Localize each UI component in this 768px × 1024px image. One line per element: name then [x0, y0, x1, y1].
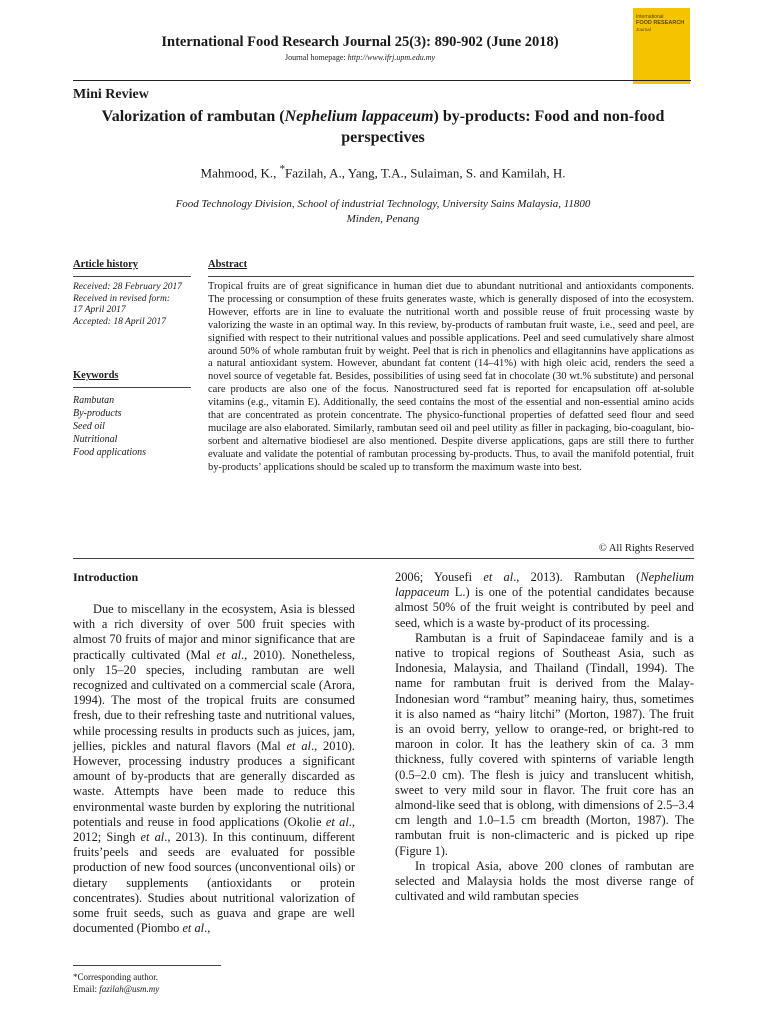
corresponding-author-note: *Corresponding author. [73, 972, 158, 982]
abstract-divider [208, 276, 694, 277]
keyword-item: Seed oil [73, 421, 105, 432]
logo-text-line3: Journal [636, 27, 651, 32]
body-paragraph: Due to miscellany in the ecosystem, Asia is blessed with a rich diversity of over 500 fruit species with almost 70 fruits of major and minor significance that are practically cultivated (Mal et al., 2010). Nonetheless, only 15–20 species, including rambutan are well recognized and cultivated on a commercial scale (Arora, 1994). The most of the tropical fruits are consumed fresh, due to their refreshing taste and nutritional values, while processing results in products such as juices, jam, jellies, pickles and natural flavors (Mal et al., 2010). However, processing industry produces a significant amount of by-products that are generally discarded as waste. Attempts have been made to reduce this environmental waste burden by exploring the nutritional potentials and reuse in food applications (Okolie et al., 2012; Singh et al., 2013). In this continuum, different fruits’peels and seeds are evaluated for possible production of new food sources (unconventional oils) or dietary supplements (antioxidants or protein concentrates). Studies about nutritional valorization of some fruit seeds, such as guava and grape are well documented (Piombo et al., [73, 602, 355, 936]
authors-rest: Fazilah, A., Yang, T.A., Sulaiman, S. and Kamilah, H. [285, 165, 566, 181]
email-line [73, 983, 159, 995]
keyword-item: Food applications [73, 447, 147, 458]
homepage-link[interactable]: http://www.ifrj.upm.edu.my [347, 53, 436, 62]
footnote [73, 971, 159, 995]
logo-text-line1: International [636, 14, 664, 20]
keyword-item: Rambutan [73, 395, 115, 406]
received-date: Received: 28 February 2017 [73, 282, 182, 292]
paper-title [73, 106, 693, 148]
accepted-date: Accepted: 18 April 2017 [73, 316, 166, 327]
keywords-divider [73, 387, 191, 388]
journal-logo [633, 8, 690, 84]
abstract-heading: Abstract [208, 259, 248, 270]
abstract-text: Tropical fruits are of great significance in human diet due to abundant nutritional and antioxidants components. The processing or consumption of these fruits generates waste, which is generally disposed of into the ecosystem. However, efforts are in line to evaluate the nutritional worth and possible reuse of fruit processing waste by valorizing the waste in an optimal way. In this review, by-products of rambutan fruit waste, i.e., seed and peel, are signified with respect to their nutritional values and possible applications. Peel and seed cumulatively share almost around 50% of whole rambutan fruit by weight. Peel that is rich in phenolics and ellagitannins have applications as a natural antioxidant system. However, abundant fat content (14–41%) with high oleic acid, renders the seed a novel source of vegetable fat. Besides, possibilities of using seed fat in chocolate (30 wt.% substitute) and personal care products are also one of the focus. Nanostructured seed fat is reported for encapsulation off at-soluble vitamins (e.g., vitamin E). Additionally, the seed contains the most of the essential and non-essential amino acids that are concentrated as protein concentrate. The physico-functional properties of defatted seed flour and seed mucilage are also elaborated. Similarly, rambutan seed oil and peel utility as filler in packaging, bio-coagulant, bio-sorbent and alternative biodiesel are also mentioned. Despite diverse applications, gaps are still there to further evaluate and validate the potential of rambutan processing by-products. Thus, to avail the manifold potential, fruit by-products’ applications should be scaled up to transform the maximum waste into best. [208, 281, 694, 473]
revised-date: 17 April 2017 [73, 305, 126, 316]
header-divider [73, 80, 691, 81]
journal-homepage [0, 53, 720, 62]
keywords-heading: Keywords [73, 370, 119, 381]
author-list [73, 163, 693, 181]
article-history [73, 282, 193, 328]
section-label: Mini Review [73, 87, 149, 102]
body-column-right [395, 570, 694, 904]
body-column-left [73, 602, 355, 936]
authors-first: Mahmood, K., [200, 165, 280, 181]
keyword-item: Nutritional [73, 434, 118, 445]
email-label: Email: [73, 984, 100, 994]
affiliation-line2: Minden, Penang [346, 213, 420, 225]
email-link[interactable]: fazilah@usm.my [99, 984, 160, 994]
corresponding-mark: * [279, 163, 286, 175]
journal-title: International Food Research Journal 25(3): 890-902 (June 2018) [161, 34, 559, 50]
body-paragraph: In tropical Asia, above 200 clones of rambutan are selected and Malaysia holds the most diverse range of cultivated and wild rambutan species [395, 858, 694, 904]
logo-text-line2: FOOD RESEARCH [636, 20, 685, 26]
revised-label: Received in revised form: [73, 293, 170, 304]
body-paragraph: Rambutan is a fruit of Sapindaceae family and is a native to tropical regions of Southeast Asia, such as Indonesia, Malaysia, and Thailand (Tindall, 1994). The name for rambutan fruit is derived from the Malay-Indonesian word “rambut” meaning hairy, thus, sometimes it is also named as “hairy litchi” (Morton, 1987). The fruit is an ovoid berry, yellow to orange-red, or bright-red to maroon in color. It has the leathery skin of ca. 3 mm thickness, fully covered with spinterns of variable length (0.5–2.0 cm). The flesh is juicy and translucent whitish, sweet to very mild sour in flavor. The fruit core has an almond-like seed that is oblong, with dimensions of 2.5–3.4 cm length and 1.0–1.5 cm breadth (Morton, 1987). The rambutan fruit is non-climacteric and is picked up ripe (Figure 1). [395, 630, 694, 858]
title-species: Nephelium lappaceum [284, 108, 434, 125]
abstract-bottom-divider [73, 558, 694, 559]
title-part2: ) by-products: Food and non-food perspectives [341, 108, 665, 146]
article-history-heading: Article history [73, 259, 139, 270]
keyword-item: By-products [73, 408, 122, 419]
body-paragraph-continued: 2006; Yousefi et al., 2013). Rambutan (Nephelium lappaceum L.) is one of the potential candidates because almost 50% of the fruit weight is contributed by peel and seed, which is a waste by-product of its processing. [395, 570, 694, 630]
affiliation-line1: Food Technology Division, School of industrial Technology, University Sains Malaysia, 11800 [175, 198, 591, 210]
title-part1: Valorization of rambutan ( [101, 108, 285, 125]
affiliation [73, 197, 693, 227]
introduction-heading: Introduction [73, 570, 139, 584]
homepage-label: Journal homepage: [284, 53, 346, 62]
history-divider [73, 276, 191, 277]
keyword-list [73, 394, 193, 459]
footnote-divider [73, 965, 221, 966]
copyright-notice: © All Rights Reserved [598, 543, 694, 554]
